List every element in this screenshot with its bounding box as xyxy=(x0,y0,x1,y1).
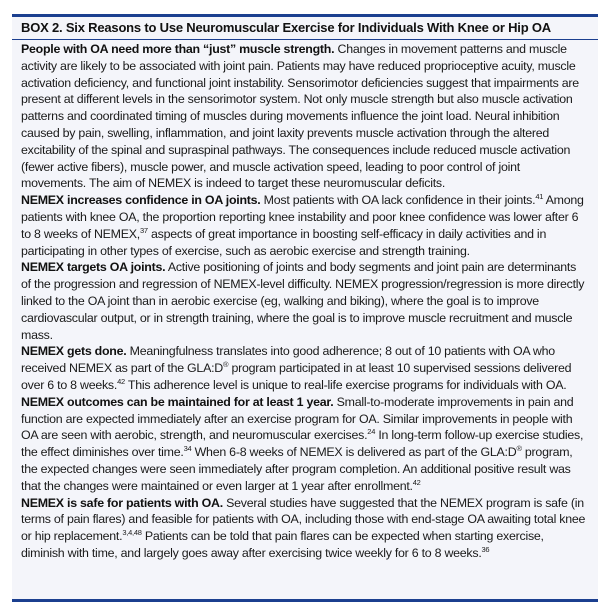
reason-text: Active positioning of joints and body segments and joint pain are determinants of the progression and regression of NEMEX-level difficulty. NEMEX progression/regression is more directly linked to the OA joint than in aerobic exercise (eg, walking and biking), where the goal is to improve cardiovascular output, or in strength training, where the goal is to improve muscle recruitment and muscle mass. xyxy=(21,260,585,342)
reason-paragraph xyxy=(21,495,586,562)
box-2-panel xyxy=(12,14,598,602)
box-title: BOX 2. Six Reasons to Use Neuromuscular Exercise for Individuals With Knee or Hip OA xyxy=(21,20,551,35)
reason-text: program participated in at least 10 supervised sessions delivered over 6 to 8 weeks. xyxy=(21,361,572,392)
citation-ref: 41 xyxy=(535,192,544,202)
box-body xyxy=(21,41,586,593)
reason-text: In long-term follow-up exercise studies, the effect diminishes over time. xyxy=(21,428,584,460)
citation-ref: ® xyxy=(516,444,522,453)
title-divider xyxy=(12,39,598,40)
reason-paragraph xyxy=(21,394,586,495)
citation-ref: 34 xyxy=(183,444,192,453)
reason-paragraph xyxy=(21,259,586,343)
citation-ref: 37 xyxy=(139,225,148,235)
reason-text: Patients can be told that pain flares can be expected when starting exercise, diminish with time, and largely goes away after exercising twice weekly for 6 to 8 weeks. xyxy=(21,529,544,560)
reason-heading: NEMEX gets done. xyxy=(21,344,127,359)
reason-paragraph xyxy=(21,192,586,259)
reason-text: program, the expected changes were seen immediately after program completion. An additional positive result was that the changes were maintained or even larger at 1 year after enrollment. xyxy=(21,445,573,493)
reason-heading: NEMEX targets OA joints. xyxy=(21,260,166,275)
citation-ref: 3,4,48 xyxy=(122,527,142,537)
reason-text: Several studies have suggested that the NEMEX program is safe (in terms of pain flares) and feasible for patients with OA, including those with end-stage OA awaiting total knee or hip replacement. xyxy=(21,495,586,544)
citation-ref: 36 xyxy=(481,544,490,554)
reason-text: aspects of great importance in boosting self-efficacy in daily activities and in participating in other types of exercise, such as aerobic exercise and strength training. xyxy=(21,226,547,258)
citation-ref: 42 xyxy=(412,477,421,487)
citation-ref: 42 xyxy=(117,376,125,386)
reason-heading: NEMEX is safe for patients with OA. xyxy=(21,495,223,510)
reason-text: Meaningfulness translates into good adherence; 8 out of 10 patients with OA who received NEMEX as part of the GLA:D xyxy=(21,344,555,376)
reason-text: Small-to-moderate improvements in pain and function are expected immediately after an exercise program for OA. Similar improvements in people with OA are seen with aerobic, strength, and neuromuscular exercises. xyxy=(21,394,574,443)
reason-text: Changes in movement patterns and muscle activity are likely to be associated with joint pain. Patients may have reduced proprioceptive acuity, muscle activation deficiency, and functional joint instability. Sensorimotor deficiencies suggest that impairments are present at different levels in the sensorimotor system. Not only muscle strength but also muscle activation patterns and coordinated timing of muscles during movements influence the joint load. Neural inhibition caused by pain, swelling, inflammation, and joint laxity prevents muscle activation through the altered excitability of the spinal and supraspinal pathways. The consequences include reduced muscle activation (fewer active fibers), muscle power, and muscle activation speed, leading to poor control of joint movements. The aim of NEMEX is indeed to target these neuromuscular deficits. xyxy=(21,42,579,191)
reason-paragraph xyxy=(21,343,586,393)
reason-heading: People with OA need more than “just” muscle strength. xyxy=(21,42,335,56)
reason-heading: NEMEX increases confidence in OA joints. xyxy=(21,193,261,208)
reason-heading: NEMEX outcomes can be maintained for at least 1 year. xyxy=(21,394,334,409)
citation-ref: 24 xyxy=(367,427,376,437)
reason-paragraph xyxy=(21,41,586,192)
reason-text: Most patients with OA lack confidence in their joints. xyxy=(260,193,536,208)
reason-text: When 6-8 weeks of NEMEX is delivered as part of the GLA:D xyxy=(191,445,517,460)
citation-ref: ® xyxy=(222,360,229,370)
reason-text: Among patients with knee OA, the proportion reporting knee instability and poor knee confidence was lower after 6 to 8 weeks of NEMEX, xyxy=(21,193,584,241)
reason-text: This adherence level is unique to real-life exercise programs for individuals with OA. xyxy=(124,377,567,392)
